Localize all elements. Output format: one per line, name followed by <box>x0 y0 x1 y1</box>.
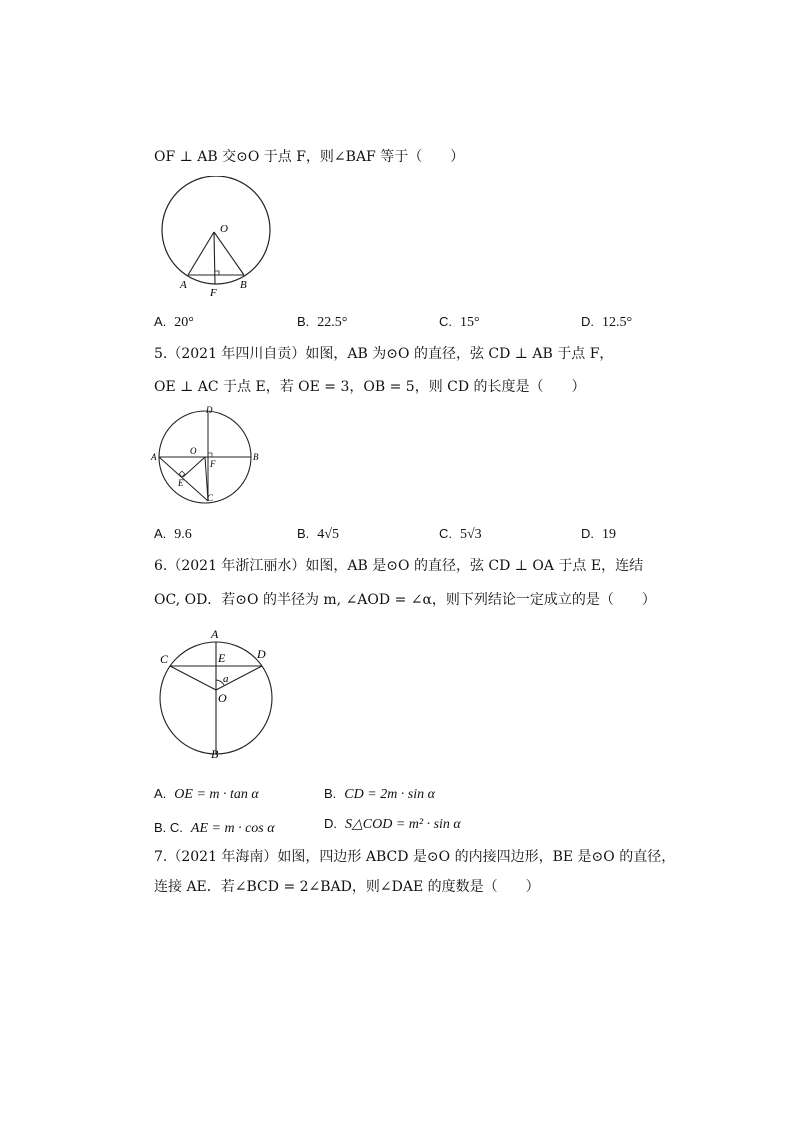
q6-option-d-value: S△COD = m² · sin α <box>345 817 461 832</box>
q5-figure <box>150 405 260 505</box>
q5-label-o: O <box>190 446 197 456</box>
q6-option-a[interactable] <box>154 786 259 803</box>
q4-option-d-value: 12.5° <box>602 315 633 330</box>
q7-line-1: 7.（2021 年海南）如图，四边形 ABCD 是⊙O 的内接四边形，BE 是⊙O 的直径， <box>154 849 676 865</box>
q4-option-b-value: 22.5° <box>317 315 348 330</box>
q6-label-d: D <box>257 647 266 661</box>
q5-line-2: OE ⊥ AC 于点 E，若 OE = 3，OB = 5，则 CD 的长度是（ ） <box>154 379 586 395</box>
q6-line-2: OC, OD．若⊙O 的半径为 m, ∠AOD = ∠α，则下列结论一定成立的是（ ） <box>154 592 656 608</box>
q6-option-d[interactable] <box>324 816 461 833</box>
q6-option-a-label: A. <box>154 786 167 801</box>
q6-label-e: E <box>218 651 226 665</box>
q6-option-a-value: OE = m · tan α <box>174 787 259 802</box>
q6-label-c: C <box>160 652 169 666</box>
q5-option-d-value: 19 <box>602 527 616 542</box>
q5-label-b: B <box>253 452 259 462</box>
q6-label-alpha: a <box>223 673 229 685</box>
q4-label-o: O <box>220 223 228 235</box>
q5-label-d: D <box>206 405 213 415</box>
q7-line-2: 连接 AE．若∠BCD = 2∠BAD，则∠DAE 的度数是（ ） <box>154 879 540 895</box>
q6-label-a: A <box>211 627 219 641</box>
q4-stem-text: OF ⊥ AB 交⊙O 于点 F，则∠BAF 等于（ ） <box>154 149 465 165</box>
q4-label-f: F <box>210 287 217 299</box>
q6-option-c-label: B. C. <box>154 820 183 835</box>
q5-label-c: C <box>207 493 214 503</box>
q5-option-c-value: 5√3 <box>460 527 482 542</box>
q6-option-c-value: AE = m · cos α <box>190 821 275 836</box>
q5-option-b-label: B. <box>297 526 310 541</box>
q5-label-e: E <box>178 478 184 488</box>
q4-option-b[interactable] <box>297 314 347 331</box>
q6-label-o: O <box>218 691 227 705</box>
q4-option-c[interactable] <box>439 314 480 331</box>
q5-line-1: 5.（2021 年四川自贡）如图，AB 为⊙O 的直径，弦 CD ⊥ AB 于点 F， <box>154 346 614 362</box>
q5-label-a: A <box>151 452 157 462</box>
q4-option-a-value: 20° <box>174 315 194 330</box>
q4-figure <box>158 176 298 316</box>
q6-option-b-value: CD = 2m · sin α <box>344 787 435 802</box>
q4-stem <box>154 146 464 166</box>
q4-option-c-value: 15° <box>460 315 480 330</box>
q4-option-d-label: D. <box>581 314 594 329</box>
q5-option-d[interactable] <box>581 526 616 543</box>
q5-option-d-label: D. <box>581 526 594 541</box>
q6-line-1: 6.（2021 年浙江丽水）如图，AB 是⊙O 的直径，弦 CD ⊥ OA 于点 E，连结 <box>154 558 644 574</box>
q4-label-a: A <box>180 279 187 291</box>
q5-option-a-label: A. <box>154 526 167 541</box>
q4-option-d[interactable] <box>581 314 632 331</box>
q4-option-b-label: B. <box>297 314 310 329</box>
q5-label-f: F <box>210 459 216 469</box>
q5-option-c[interactable] <box>439 526 482 543</box>
q4-option-c-label: C. <box>439 314 452 329</box>
q6-option-b[interactable] <box>324 786 435 803</box>
q5-option-b[interactable] <box>297 526 339 543</box>
q5-option-c-label: C. <box>439 526 452 541</box>
q4-label-b: B <box>240 279 247 291</box>
q6-label-b: B <box>211 747 219 761</box>
q4-option-a[interactable] <box>154 314 194 331</box>
q6-figure <box>156 624 276 764</box>
q5-option-b-value: 4√5 <box>317 527 339 542</box>
q6-option-d-label: D. <box>324 816 337 831</box>
q4-option-a-label: A. <box>154 314 167 329</box>
q6-option-b-label: B. <box>324 786 337 801</box>
q5-option-a[interactable] <box>154 526 192 543</box>
q5-option-a-value: 9.6 <box>174 527 192 542</box>
q6-option-c[interactable] <box>154 820 275 837</box>
